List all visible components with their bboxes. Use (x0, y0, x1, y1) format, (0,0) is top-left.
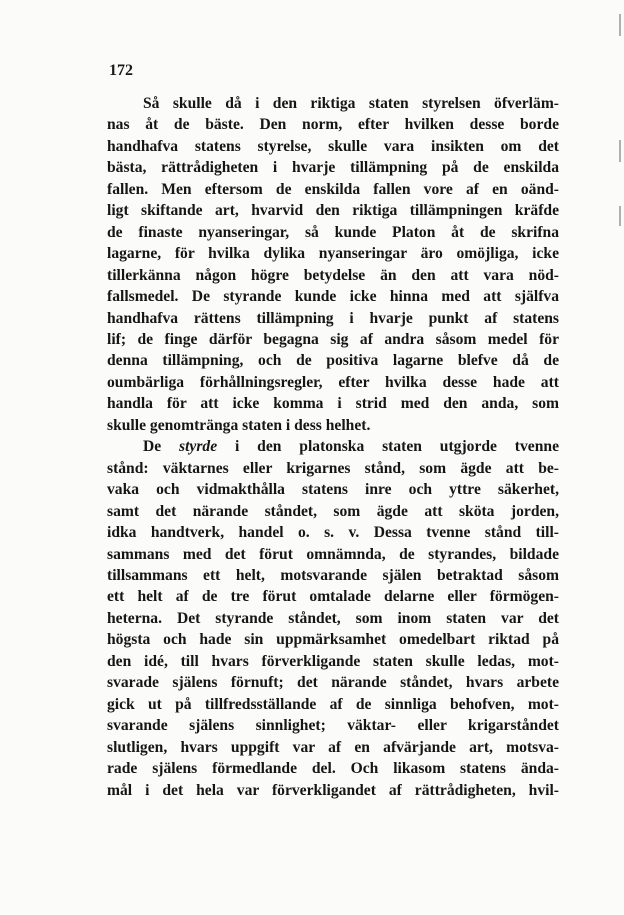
paragraph-2 (107, 436, 559, 801)
text-line: heterna. Det styrande ståndet, som inom staten var det (107, 609, 559, 627)
text-line: samt det närande ståndet, som ägde att sköta jorden, (107, 502, 559, 520)
text-line: vaka och vidmakthålla statens inre och yttre säkerhet, (107, 481, 559, 499)
text-line: mål i det hela var förverkligandet af rättrådigheten, hvil- (107, 781, 559, 799)
text-line: slutligen, hvars uppgift var af en afvärjande art, motsva- (107, 738, 559, 756)
text-line: svarade själens förnuft; det närande ståndet, hvars arbete (107, 674, 559, 692)
scan-artifact (619, 206, 621, 226)
text-line: rade själens förmedlande del. Och likasom statens ända- (107, 760, 559, 778)
text-line: nas åt de bäste. Den norm, efter hvilken desse borde (107, 116, 559, 134)
text-line: fallen. Men eftersom de enskilda fallen vore af en oänd- (107, 180, 559, 198)
page-number: 172 (109, 62, 133, 79)
text-line: handla för att icke komma i strid med den anda, som (107, 395, 559, 413)
text-line: sammans med det förut omnämnda, de styrandes, bildade (107, 545, 559, 563)
text-line: bästa, rättrådigheten i hvarje tillämpning på de enskilda (107, 159, 559, 177)
text-line: lagarne, för hvilka dylika nyanseringar äro omöjliga, icke (107, 245, 559, 263)
body-text (107, 93, 559, 801)
text-line: denna tillämpning, och de positiva lagarne blefve då de (107, 352, 559, 370)
text-line: skulle genomtränga staten i dess helhet. (107, 416, 371, 434)
text-line: ett helt af de tre förut omtalade delarne eller förmögen- (107, 588, 559, 606)
text-line: handhafva statens styrelse, skulle vara insikten om det (107, 137, 559, 155)
scan-artifact (619, 14, 621, 36)
text-line: högsta och hade sin uppmärksamhet omedelbart riktad på (107, 631, 559, 649)
text-line: ligt skiftande art, hvarvid den riktiga tillämpningen kräfde (107, 202, 559, 220)
text-line: fallsmedel. De styrande kunde icke hinna med att själfva (107, 288, 559, 306)
text-line: idka handtverk, handel o. s. v. Dessa tvenne stånd till- (107, 524, 559, 542)
text-line: handhafva rättens tillämpning i hvarje punkt af statens (107, 309, 559, 327)
text-line: tillerkänna någon högre betydelse än den att vara nöd- (107, 266, 559, 284)
paragraph-1 (107, 93, 559, 436)
text-line: gick ut på tillfredsställande af de sinnliga behofven, mot- (107, 695, 559, 713)
text-line: oumbärliga förhållningsregler, efter hvilka desse hade att (107, 373, 559, 391)
text-line: lif; de finge därför begagna sig af andra såsom medel för (107, 330, 559, 348)
text-line: de finaste nyanseringar, så kunde Platon åt de skrifna (107, 223, 559, 241)
text-line: stånd: väktarnes eller krigarnes stånd, som ägde att be- (107, 459, 559, 477)
text-fragment: i den platonska staten utgjorde tvenne (217, 438, 559, 456)
scan-artifact (619, 140, 621, 162)
text-fragment: De (143, 438, 180, 456)
emphasized-word: styrde (179, 438, 218, 456)
text-line: tillsammans ett helt, motsvarande själen betraktad såsom (107, 566, 559, 584)
text-line: den idé, till hvars förverkligande staten skulle ledas, mot- (107, 652, 559, 670)
text-line: svarande själens sinnlighet; väktar- eller krigarståndet (107, 717, 559, 735)
text-line: Så skulle då i den riktiga staten styrelsen öfverläm- (143, 95, 559, 112)
text-line (107, 436, 559, 457)
